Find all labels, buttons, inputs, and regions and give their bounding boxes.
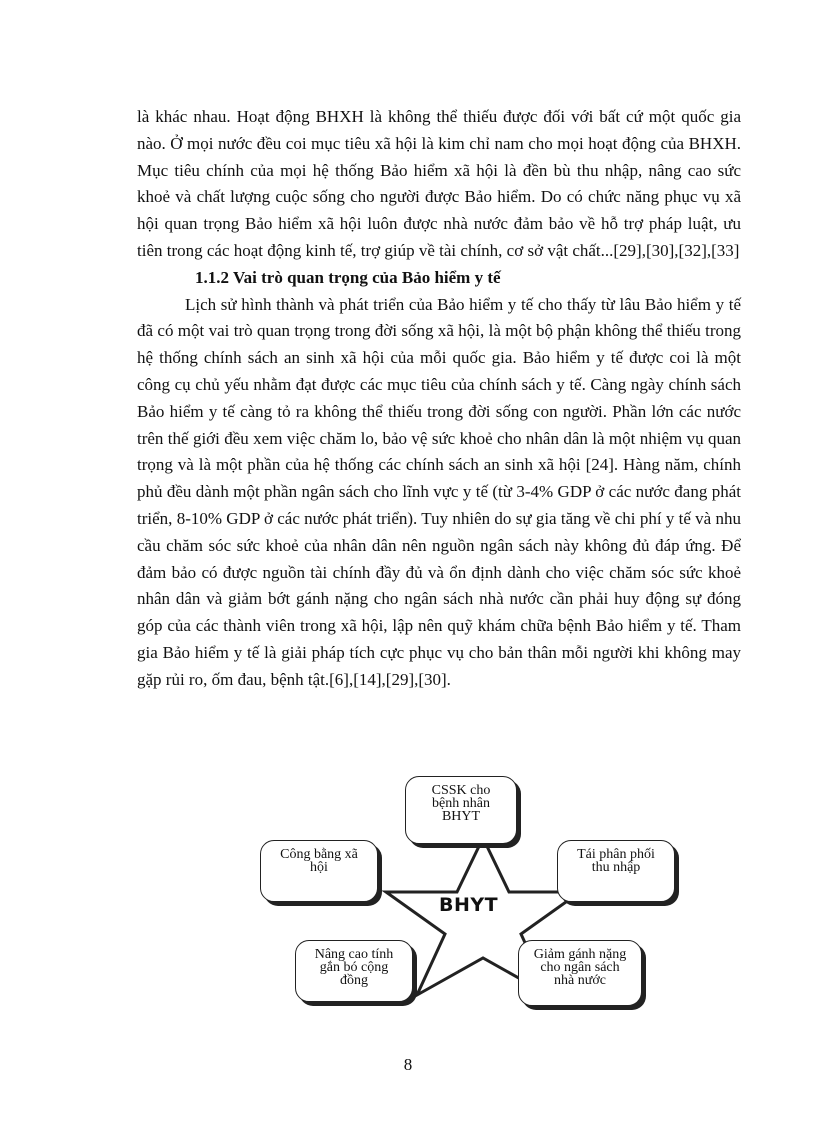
right-box bbox=[557, 840, 675, 902]
left-box-line-2: hội bbox=[310, 860, 328, 875]
right-box-line-2: thu nhập bbox=[591, 860, 641, 875]
center-label: BHYT bbox=[439, 894, 499, 916]
bhyt-role-diagram bbox=[250, 770, 700, 1020]
paragraph-2: Lịch sử hình thành và phát triển của Bảo hiểm y tế cho thấy từ lâu Bảo hiểm y tế đã có một vai trò quan trọng trong đời sống xã hội, là một bộ phận không thể thiếu trong hệ thống chính sách an sinh xã hội của mỗi quốc gia. Bảo hiểm y tế được coi là một công cụ chủ yếu nhằm đạt được các mục tiêu của chính sách y tế. Càng ngày chính sách Bảo hiểm y tế càng tỏ ra không thể thiếu trong đời sống con người. Phần lớn các nước trên thế giới đều xem việc chăm lo, bảo vệ sức khoẻ cho nhân dân là một nhiệm vụ quan trọng và là một phần của hệ thống các chính sách an sinh xã hội [24]. Hàng năm, chính phủ đều dành một phần ngân sách cho lĩnh vực y tế (từ 3-4% GDP ở các nước đang phát triển, 8-10% GDP ở các nước phát triển). Tuy nhiên do sự gia tăng về chi phí y tế và nhu cầu chăm sóc sức khoẻ của nhân dân nên nguồn ngân sách này không đủ đáp ứng. Để đảm bảo có được nguồn tài chính đầy đủ và ổn định dành cho việc chăm sóc sức khoẻ nhân dân và giảm bớt gánh nặng cho ngân sách nhà nước cần phải huy động sự đóng góp của các thành viên trong xã hội, lập nên quỹ khám chữa bệnh Bảo hiểm y tế. Tham gia Bảo hiểm y tế là giải pháp tích cực phục vụ cho bản thân mỗi người khi không may gặp rủi ro, ốm đau, bệnh tật.[6],[14],[29],[30]. bbox=[137, 294, 741, 689]
section-heading: 1.1.2 Vai trò quan trọng của Bảo hiểm y tế bbox=[195, 267, 501, 287]
bottom-left-box-line-3: đồng bbox=[340, 973, 368, 988]
left-box-line-1: Công bằng xã bbox=[280, 847, 358, 862]
left-box bbox=[260, 840, 378, 902]
bottom-right-box-line-3: nhà nước bbox=[554, 973, 606, 988]
body-text bbox=[137, 104, 741, 694]
bottom-left-box-line-2: gắn bó cộng bbox=[319, 960, 389, 975]
bottom-left-box-line-1: Nâng cao tính bbox=[314, 947, 394, 962]
top-box-line-1: CSSK cho bbox=[431, 783, 491, 798]
paragraph-1: là khác nhau. Hoạt động BHXH là không thể thiếu được đối với bất cứ một quốc gia nào. Ở mọi nước đều coi mục tiêu xã hội là kim chỉ nam cho mọi hoạt động của BHXH. Mục tiêu chính của mọi hệ thống Bảo hiểm xã hội là đền bù thu nhập, nâng cao sức khoẻ và chất lượng cuộc sống cho người được Bảo hiểm. Do có chức năng phục vụ xã hội quan trọng Bảo hiểm xã hội luôn được nhà nước đảm bảo về hỗ trợ pháp luật, ưu tiên trong các hoạt động kinh tế, trợ giúp về tài chính, cơ sở vật chất...[29],[30],[32],[33] bbox=[137, 107, 741, 260]
bottom-left-box bbox=[295, 940, 413, 1002]
top-box bbox=[405, 776, 517, 844]
top-box-line-2: bệnh nhân bbox=[432, 796, 490, 811]
top-box-line-3: BHYT bbox=[441, 809, 481, 824]
right-box-line-1: Tái phân phối bbox=[577, 847, 655, 862]
bottom-right-box-line-1: Giảm gánh nặng bbox=[533, 947, 627, 962]
page-number: 8 bbox=[403, 1055, 413, 1074]
bottom-right-box-line-2: cho ngân sách bbox=[540, 960, 620, 975]
bottom-right-box bbox=[518, 940, 642, 1006]
